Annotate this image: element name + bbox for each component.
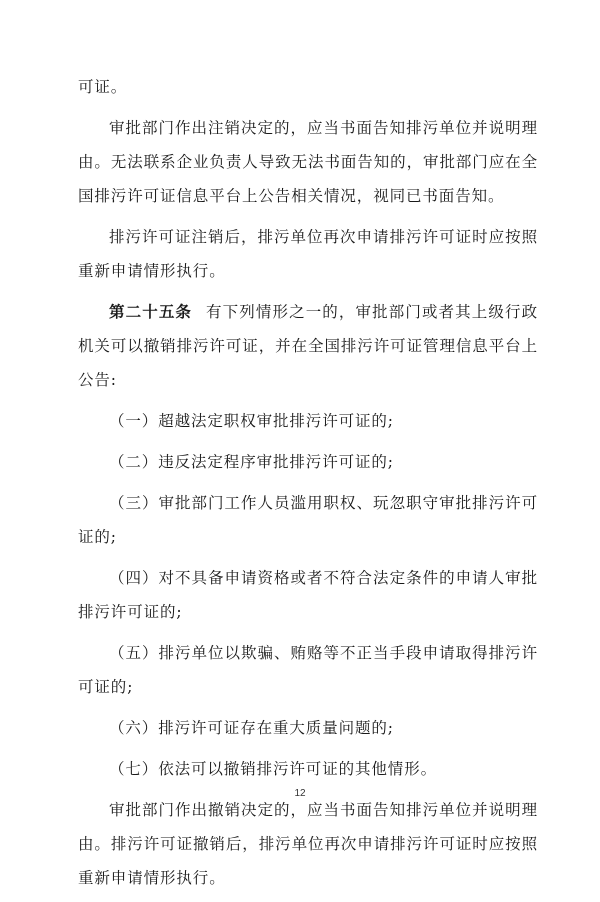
list-item-2: （二）违反法定程序审批排污许可证的; bbox=[109, 453, 394, 471]
article-25-paragraph bbox=[78, 295, 538, 397]
paragraph-continuation: 可证。 bbox=[78, 78, 128, 96]
list-item-4: （四）对不具备申请资格或者不符合法定条件的申请人审批排污许可证的; bbox=[78, 569, 538, 621]
list-item-3: （三）审批部门工作人员滥用职权、玩忽职守审批排污许可证的; bbox=[78, 494, 538, 546]
document-body bbox=[78, 70, 538, 902]
paragraph-reapply-after-cancellation: 排污许可证注销后，排污单位再次申请排污许可证时应按照重新申请情形执行。 bbox=[78, 228, 538, 280]
paragraph-revocation-notice: 审批部门作出撤销决定的，应当书面告知排污单位并说明理由。排污许可证撤销后，排污单位再次申请排污许可证时应按照重新申请情形执行。 bbox=[78, 801, 538, 887]
list-item-6: （六）排污许可证存在重大质量问题的; bbox=[109, 719, 394, 737]
list-item-7: （七）依法可以撤销排污许可证的其他情形。 bbox=[109, 760, 438, 778]
page-number: 12 bbox=[294, 788, 306, 799]
article-25-text: 有下列情形之一的，审批部门或者其上级行政机关可以撤销排污许可证，并在全国排污许可证管理信息平台上公告: bbox=[78, 303, 538, 389]
paragraph-cancellation-notice: 审批部门作出注销决定的，应当书面告知排污单位并说明理由。无法联系企业负责人导致无法书面告知的，审批部门应在全国排污许可证信息平台上公告相关情况，视同已书面告知。 bbox=[78, 119, 538, 205]
article-25-heading: 第二十五条 bbox=[109, 302, 193, 321]
list-item-1: （一）超越法定职权审批排污许可证的; bbox=[109, 412, 394, 430]
list-item-5: （五）排污单位以欺骗、贿赂等不正当手段申请取得排污许可证的; bbox=[78, 644, 538, 696]
